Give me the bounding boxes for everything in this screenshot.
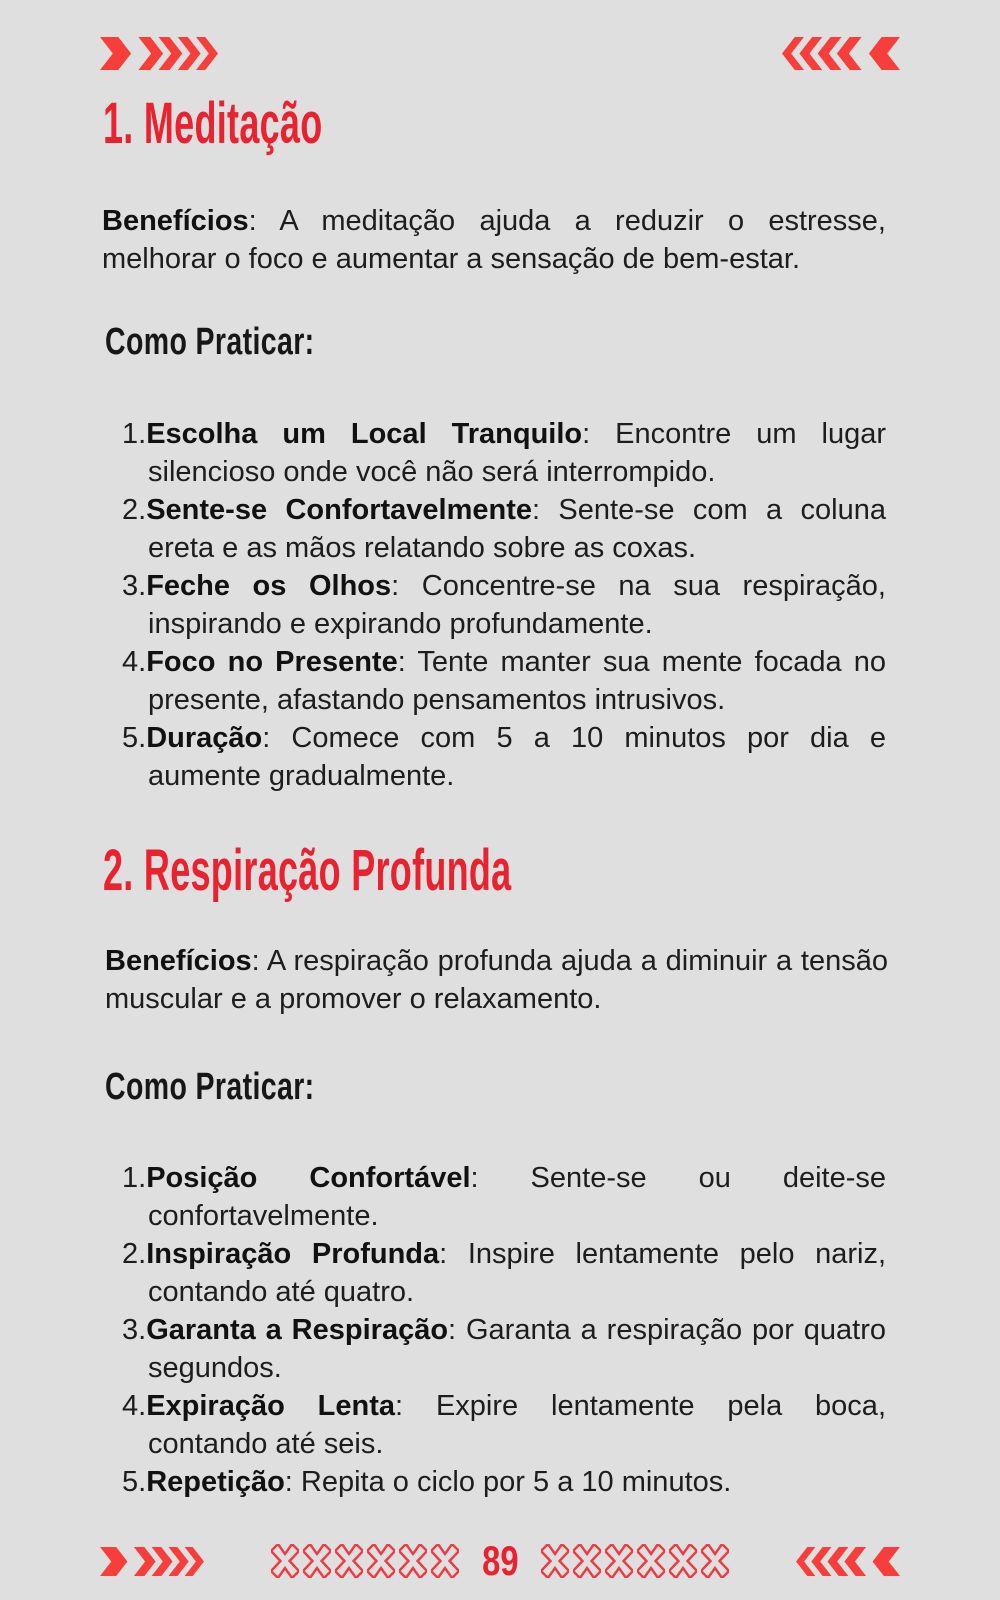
chevrons-left-icon bbox=[796, 1547, 900, 1576]
x-cross-group-left bbox=[271, 1544, 459, 1578]
list-item bbox=[104, 491, 886, 567]
x-cross-icon bbox=[271, 1544, 299, 1578]
item-term: Repetição bbox=[146, 1466, 285, 1498]
item-desc: : Concentre-se na sua respiração, inspirando e expirando profundamente. bbox=[148, 570, 886, 640]
list-item bbox=[104, 1463, 886, 1501]
footer-center bbox=[271, 1537, 730, 1584]
item-term: Duração bbox=[146, 722, 263, 754]
item-desc: : Tente manter sua mente focada no presente, afastando pensamentos intrusivos. bbox=[148, 646, 887, 716]
x-cross-icon bbox=[399, 1544, 427, 1578]
item-number: 3. bbox=[122, 570, 147, 602]
section-1-benefits bbox=[102, 202, 886, 278]
section-1-heading: 1. Meditação bbox=[103, 91, 323, 156]
section-2-howto-heading: Como Praticar: bbox=[105, 1066, 315, 1108]
section-2-benefits bbox=[105, 942, 888, 1018]
x-cross-icon bbox=[701, 1544, 729, 1578]
list-item bbox=[104, 415, 886, 491]
item-number: 5. bbox=[122, 722, 147, 754]
x-cross-icon bbox=[573, 1544, 601, 1578]
item-desc: : Sente-se com a coluna ereta e as mãos relatando sobre as coxas. bbox=[148, 494, 886, 564]
page-number: 89 bbox=[481, 1537, 519, 1584]
item-term: Posição Confortável bbox=[146, 1162, 471, 1194]
item-number: 1. bbox=[122, 1162, 147, 1194]
x-cross-icon bbox=[431, 1544, 459, 1578]
item-desc: : Comece com 5 a 10 minutos por dia e aumente gradualmente. bbox=[148, 722, 886, 792]
x-cross-icon bbox=[605, 1544, 633, 1578]
item-term: Foco no Presente bbox=[146, 646, 398, 678]
benefits-label: Benefícios bbox=[105, 945, 252, 977]
chevrons-left-icon bbox=[782, 37, 900, 70]
list-item bbox=[104, 1235, 886, 1311]
section-1-howto-heading: Como Praticar: bbox=[105, 321, 315, 363]
list-item bbox=[104, 1311, 886, 1387]
item-desc: : Sente-se ou deite-se confortavelmente. bbox=[148, 1162, 886, 1232]
section-1-list bbox=[104, 415, 886, 795]
item-desc: : Garanta a respiração por quatro segundos. bbox=[148, 1314, 886, 1384]
item-term: Expiração Lenta bbox=[146, 1390, 396, 1422]
x-cross-icon bbox=[637, 1544, 665, 1578]
list-item bbox=[104, 567, 886, 643]
item-number: 4. bbox=[122, 646, 147, 678]
section-2-list bbox=[104, 1159, 886, 1501]
item-number: 2. bbox=[122, 1238, 147, 1270]
list-item bbox=[104, 1387, 886, 1463]
item-term: Sente-se Confortavelmente bbox=[146, 494, 532, 526]
item-term: Inspiração Profunda bbox=[146, 1238, 440, 1270]
x-cross-icon bbox=[541, 1544, 569, 1578]
item-number: 3. bbox=[122, 1314, 147, 1346]
x-cross-icon bbox=[367, 1544, 395, 1578]
x-cross-group-right bbox=[541, 1544, 729, 1578]
item-desc: : Expire lentamente pela boca, contando até seis. bbox=[148, 1390, 886, 1460]
section-2-heading: 2. Respiração Profunda bbox=[103, 838, 512, 903]
item-number: 2. bbox=[122, 494, 147, 526]
item-desc: : Encontre um lugar silencioso onde você não será interrompido. bbox=[148, 418, 886, 488]
item-desc: : Repita o ciclo por 5 a 10 minutos. bbox=[284, 1466, 732, 1498]
item-number: 4. bbox=[122, 1390, 147, 1422]
item-term: Escolha um Local Tranquilo bbox=[146, 418, 583, 450]
item-desc: : Inspire lentamente pelo nariz, contando até quatro. bbox=[148, 1238, 886, 1308]
footer bbox=[100, 1537, 900, 1584]
benefits-text: : A respiração profunda ajuda a diminuir a tensão muscular e a promover o relaxamento. bbox=[105, 945, 888, 1015]
item-term: Feche os Olhos bbox=[146, 570, 392, 602]
x-cross-icon bbox=[335, 1544, 363, 1578]
item-number: 1. bbox=[122, 418, 147, 450]
item-number: 5. bbox=[122, 1466, 147, 1498]
chevrons-right-icon bbox=[100, 37, 218, 70]
list-item bbox=[104, 719, 886, 795]
benefits-label: Benefícios bbox=[102, 205, 249, 237]
item-term: Garanta a Respiração bbox=[146, 1314, 449, 1346]
benefits-text: : A meditação ajuda a reduzir o estresse, melhorar o foco e aumentar a sensação de bem-estar. bbox=[102, 205, 886, 275]
list-item bbox=[104, 1159, 886, 1235]
x-cross-icon bbox=[303, 1544, 331, 1578]
x-cross-icon bbox=[669, 1544, 697, 1578]
chevrons-right-icon bbox=[100, 1547, 204, 1576]
list-item bbox=[104, 643, 886, 719]
